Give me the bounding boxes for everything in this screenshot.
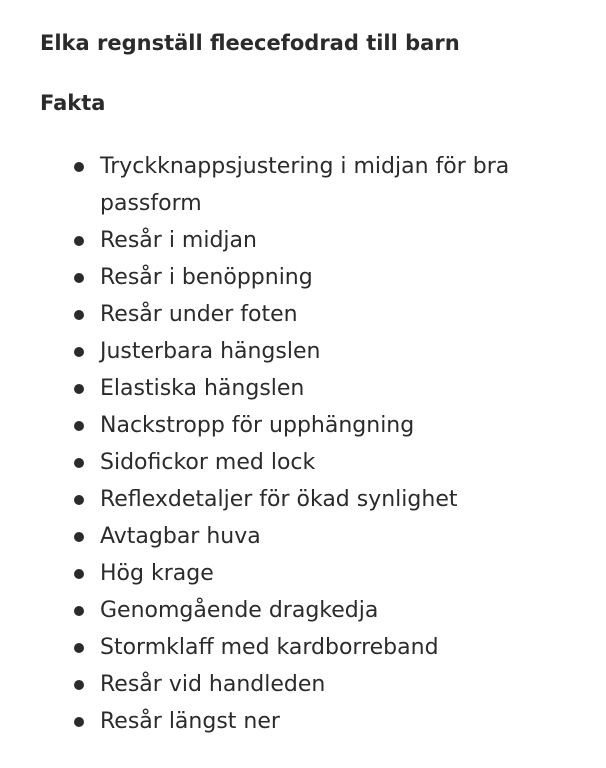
bullet-icon bbox=[74, 680, 84, 690]
list-item-text: Resår längst ner bbox=[100, 709, 280, 734]
list-item-text: Resår under foten bbox=[100, 302, 298, 327]
list-item-text: Hög krage bbox=[100, 561, 214, 586]
bullet-icon bbox=[74, 162, 84, 172]
bullet-icon bbox=[74, 606, 84, 616]
list-item bbox=[100, 407, 550, 444]
bullet-icon bbox=[74, 532, 84, 542]
list-item-text: Resår vid handleden bbox=[100, 672, 326, 697]
bullet-icon bbox=[74, 310, 84, 320]
list-item bbox=[100, 481, 550, 518]
list-item-text: Tryckknappsjustering i midjan för bra passform bbox=[100, 154, 510, 216]
list-item bbox=[100, 666, 550, 703]
list-item bbox=[100, 148, 550, 222]
list-item bbox=[100, 703, 550, 740]
list-item bbox=[100, 370, 550, 407]
bullet-icon bbox=[74, 421, 84, 431]
facts-heading: Fakta bbox=[40, 91, 106, 115]
list-item bbox=[100, 629, 550, 666]
product-title: Elka regnställ fleecefodrad till barn bbox=[40, 31, 460, 55]
list-item-text: Justerbara hängslen bbox=[100, 339, 321, 364]
bullet-icon bbox=[74, 458, 84, 468]
list-item-text: Resår i midjan bbox=[100, 228, 257, 253]
facts-list bbox=[40, 148, 550, 740]
bullet-icon bbox=[74, 569, 84, 579]
list-item bbox=[100, 259, 550, 296]
list-item bbox=[100, 518, 550, 555]
bullet-icon bbox=[74, 643, 84, 653]
list-item-text: Sidofickor med lock bbox=[100, 450, 316, 475]
list-item-text: Elastiska hängslen bbox=[100, 376, 305, 401]
list-item-text: Nackstropp för upphängning bbox=[100, 413, 415, 438]
list-item bbox=[100, 555, 550, 592]
list-item-text: Avtagbar huva bbox=[100, 524, 261, 549]
bullet-icon bbox=[74, 384, 84, 394]
list-item-text: Reflexdetaljer för ökad synlighet bbox=[100, 487, 458, 512]
list-item-text: Resår i benöppning bbox=[100, 265, 313, 290]
bullet-icon bbox=[74, 717, 84, 727]
list-item bbox=[100, 222, 550, 259]
bullet-icon bbox=[74, 236, 84, 246]
bullet-icon bbox=[74, 273, 84, 283]
list-item bbox=[100, 333, 550, 370]
list-item-text: Genomgående dragkedja bbox=[100, 598, 379, 623]
bullet-icon bbox=[74, 495, 84, 505]
list-item bbox=[100, 592, 550, 629]
list-item bbox=[100, 444, 550, 481]
list-item-text: Stormklaff med kardborreband bbox=[100, 635, 439, 660]
bullet-icon bbox=[74, 347, 84, 357]
list-item bbox=[100, 296, 550, 333]
